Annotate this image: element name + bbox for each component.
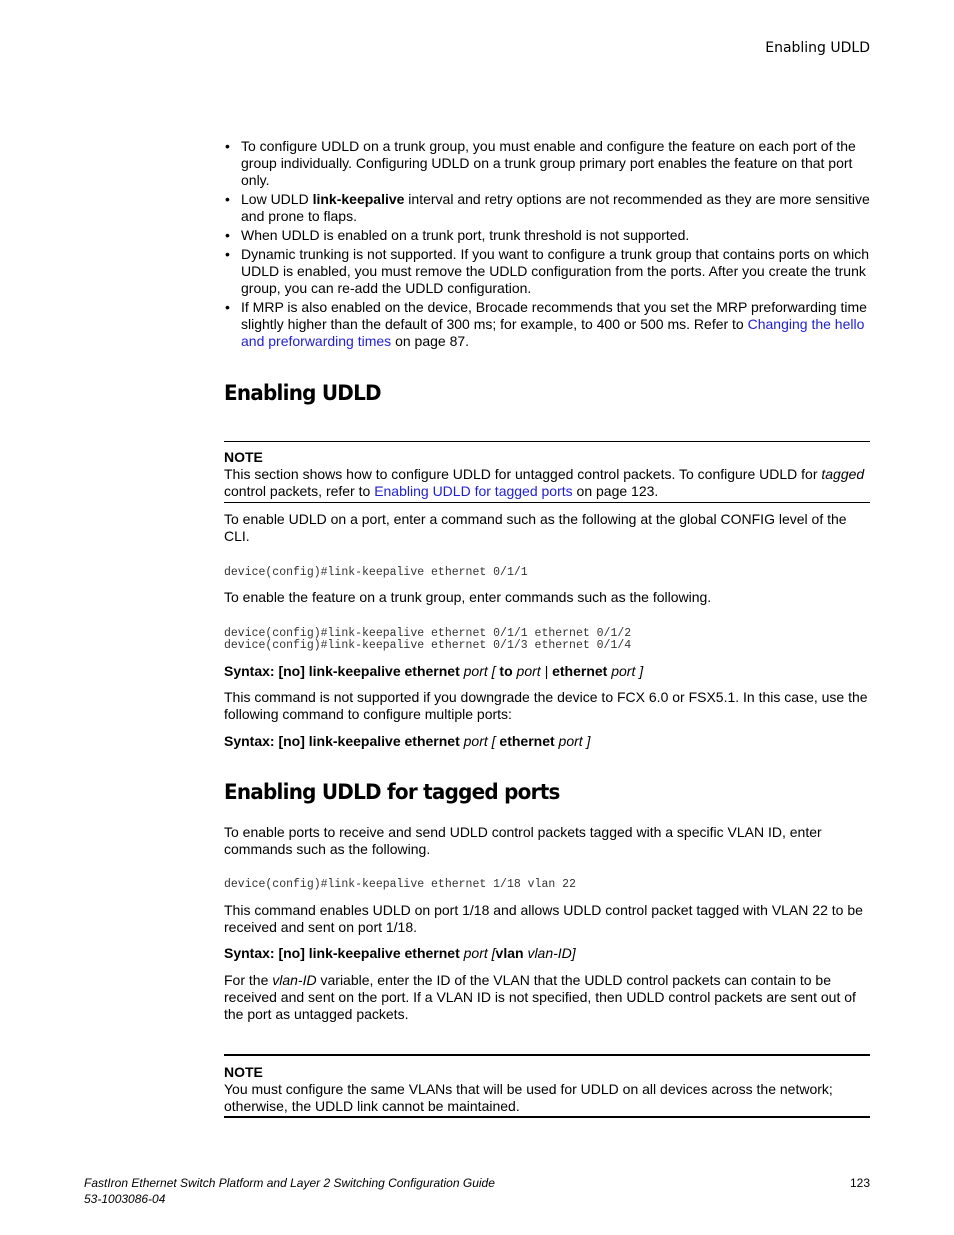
link-changing-hello[interactable]: Changing the hello and preforwarding times — [241, 316, 865, 349]
syntax-line: Syntax: [no] link-keepalive ethernet port [ to port | ethernet port ] — [224, 663, 644, 679]
link-enabling-udld-tagged[interactable]: Enabling UDLD for tagged ports — [374, 483, 573, 499]
code-block: device(config)#link-keepalive ethernet 0/1/1 — [224, 566, 528, 579]
list-item: • Dynamic trunking is not supported. If you want to configure a trunk group that contains ports on which UDLD is enabled, you must remove the UDLD configuration from the ports. After you create the trunk group, you can re-add the UDLD configuration. — [224, 246, 870, 297]
paragraph: To enable UDLD on a port, enter a command such as the following at the global CONFIG level of the CLI. — [224, 511, 847, 544]
running-header: Enabling UDLD — [765, 40, 870, 56]
section-heading-tagged-ports: Enabling UDLD for tagged ports — [224, 780, 560, 804]
note-label: NOTE — [224, 1064, 263, 1080]
page-number: 123 — [849, 1176, 870, 1190]
section-heading-enabling-udld: Enabling UDLD — [224, 381, 381, 405]
paragraph: This command is not supported if you downgrade the device to FCX 6.0 or FSX5.1. In this case, use the following command to configure multiple ports: — [224, 689, 868, 722]
list-item: • If MRP is also enabled on the device, Brocade recommends that you set the MRP preforwarding time slightly higher than the default of 300 ms; for example, to 400 or 500 ms. Refer to Changing the hello and preforwarding times on page 87. — [224, 299, 870, 350]
list-item: • To configure UDLD on a trunk group, you must enable and configure the feature on each port of the group individually. Configuring UDLD on a trunk group primary port enables the feature on that port only. — [224, 138, 870, 189]
note-box: NOTE This section shows how to configure UDLD for untagged control packets. To configure UDLD for tagged control packets, refer to Enabling UDLD for tagged ports on page 123. — [224, 441, 870, 503]
note-box: NOTE You must configure the same VLANs that will be used for UDLD on all devices across the network; otherwise, the UDLD link cannot be maintained. — [224, 1054, 870, 1118]
code-block: device(config)#link-keepalive ethernet 1/18 vlan 22 — [224, 878, 576, 891]
footer-title: FastIron Ethernet Switch Platform and Layer 2 Switching Configuration Guide — [84, 1176, 495, 1190]
bullet-list — [224, 138, 870, 352]
list-item: • When UDLD is enabled on a trunk port, trunk threshold is not supported. — [224, 227, 870, 244]
paragraph: For the vlan-ID variable, enter the ID of the VLAN that the UDLD control packets can contain to be received and sent on the port. If a VLAN ID is not specified, then UDLD control packets are sent out of the port as untagged packets. — [224, 972, 856, 1022]
paragraph: To enable the feature on a trunk group, enter commands such as the following. — [224, 589, 712, 605]
syntax-line: Syntax: [no] link-keepalive ethernet port [vlan vlan-ID] — [224, 945, 576, 961]
paragraph: To enable ports to receive and send UDLD control packets tagged with a specific VLAN ID, enter commands such as the following. — [224, 824, 822, 857]
note-label: NOTE — [224, 449, 263, 465]
paragraph: This command enables UDLD on port 1/18 and allows UDLD control packet tagged with VLAN 22 to be received and sent on port 1/18. — [224, 902, 863, 935]
footer-doc-number: 53-1003086-04 — [84, 1192, 166, 1206]
page-footer — [84, 1175, 870, 1207]
code-block: device(config)#link-keepalive ethernet 0/1/1 ethernet 0/1/2 device(config)#link-keepalive ethernet 0/1/3 ethernet 0/1/4 — [224, 627, 632, 652]
syntax-line: Syntax: [no] link-keepalive ethernet port [ ethernet port ] — [224, 733, 591, 749]
list-item: • Low UDLD link-keepalive interval and retry options are not recommended as they are more sensitive and prone to flaps. — [224, 191, 870, 225]
